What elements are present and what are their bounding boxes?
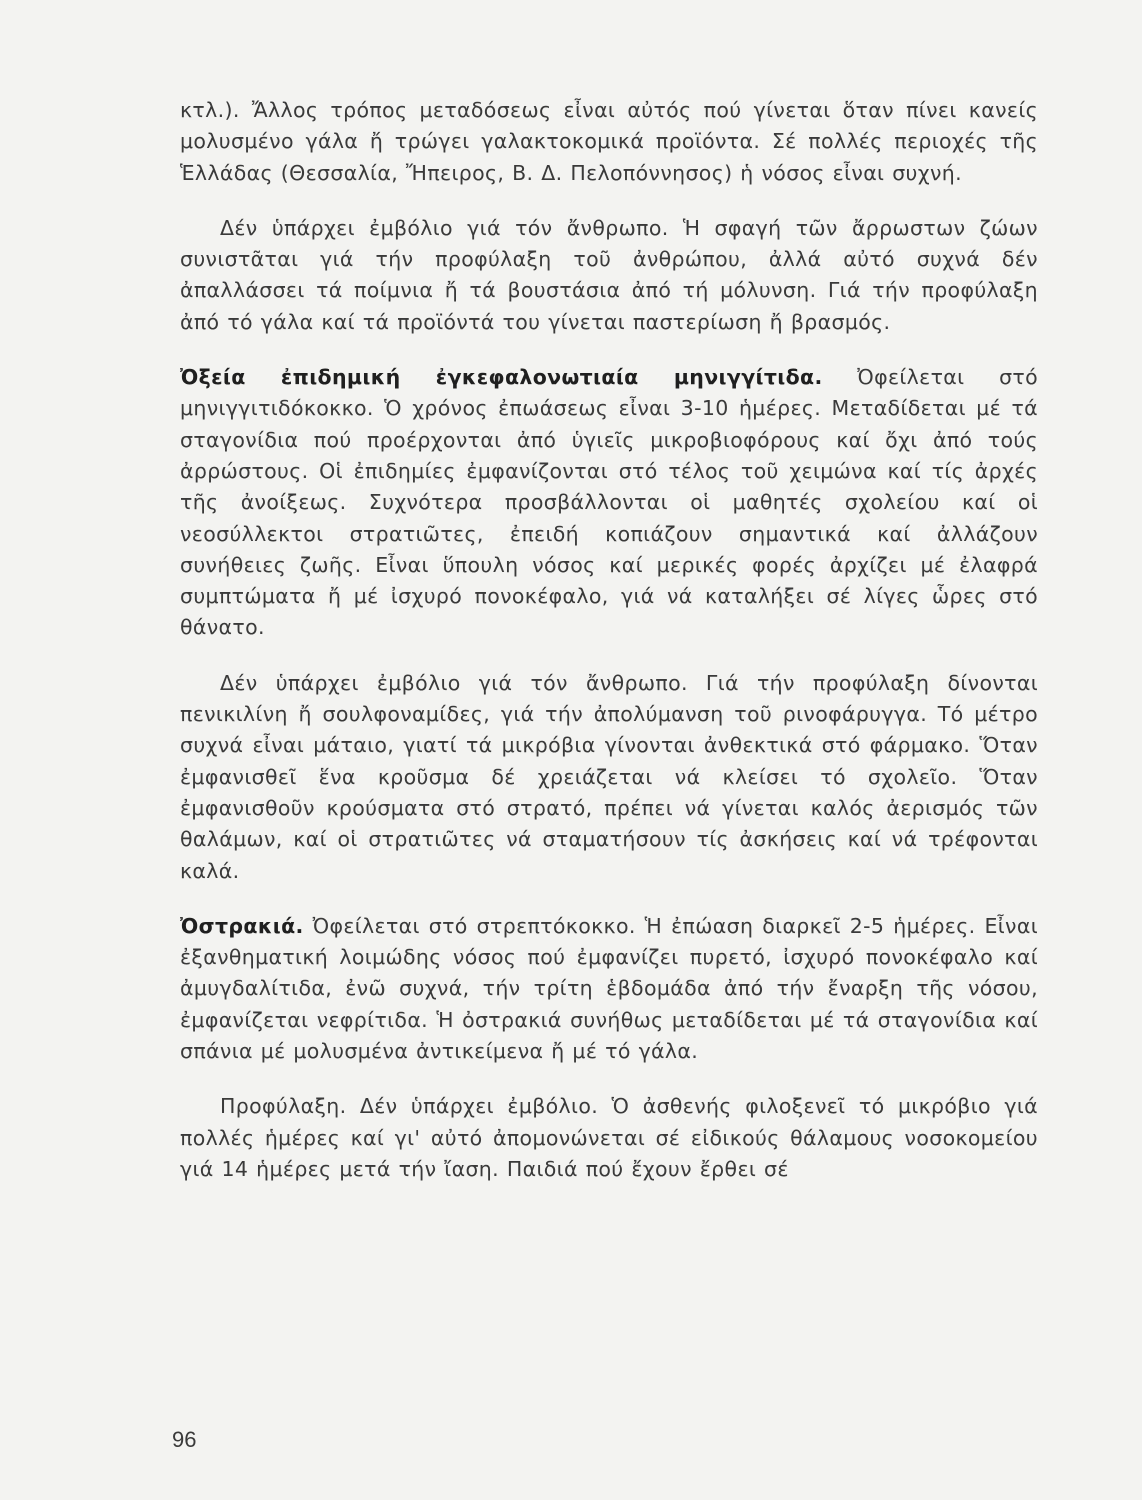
- paragraph-text: Δέν ὑπάρχει ἐμβόλιο γιά τόν ἄνθρωπο. Γιά τήν προφύλαξη δίνονται πενικιλίνη ἤ σουλφοναμίδες, γιά τήν ἀπολύμανση τοῦ ρινοφάρυγγα. Τό μέτρο συχνά εἶναι μάταιο, γιατί τά μικρόβια γίνονται ἀνθεκτικά στό φάρμακο. Ὅταν ἐμφανισθεῖ ἕνα κροῦσμα δέ χρειάζεται νά κλείσει τό σχολεῖο. Ὅταν ἐμφανισθοῦν κρούσματα στό στρατό, πρέπει νά γίνεται καλός ἀερισμός τῶν θαλάμων, καί οἱ στρατιῶτες νά σταματήσουν τίς ἀσκήσεις καί νά τρέφονται καλά.: [180, 670, 1038, 883]
- paragraph-no-vaccine-brucellosis: [180, 213, 1038, 338]
- paragraph-text: Δέν ὑπάρχει ἐμβόλιο γιά τόν ἄνθρωπο. Ἡ σφαγή τῶν ἄρρωστων ζώων συνιστᾶται γιά τήν προφύλαξη τοῦ ἀνθρώπου, ἀλλά αὐτό συχνά δέν ἀπαλλάσσει τά ποίμνια ἤ τά βουστάσια ἀπό τή μόλυνση. Γιά τήν προφύλαξη ἀπό τό γάλα καί τά προϊόντά του γίνεται παστερίωση ἤ βρασμός.: [180, 215, 1038, 334]
- paragraph-text: Ὀφείλεται στό στρεπτόκοκκο. Ἡ ἐπώαση διαρκεῖ 2-5 ἡμέρες. Εἶναι ἐξανθηματική λοιμώδης νόσος πού ἐμφανίζει πυρετό, ἰσχυρό πονοκέφαλο καί ἀμυγδαλίτιδα, ἐνῶ συχνά, τήν τρίτη ἑβδομάδα ἀπό τήν ἔναρξη τῆς νόσου, ἐμφανίζεται νεφρίτιδα. Ἡ ὀστρακιά συνήθως μεταδίδεται μέ τά σταγονίδια καί σπάνια μέ μολυσμένα ἀντικείμενα ἤ μέ τό γάλα.: [180, 913, 1038, 1064]
- section-heading-meningitis: Ὀξεία ἐπιδημική ἐγκεφαλονωτιαία μηνιγγίτιδα.: [180, 365, 823, 390]
- paragraph-meningitis: [180, 362, 1038, 644]
- paragraph-scarlet-fever-prevention: [180, 1091, 1038, 1185]
- paragraph-text: κτλ.). Ἄλλος τρόπος μεταδόσεως εἶναι αὐτός πού γίνεται ὅταν πίνει κανείς μολυσμένο γάλα ἤ τρώγει γαλακτοκομικά προϊόντα. Σέ πολλές περιοχές τῆς Ἑλλάδας (Θεσσαλία, Ἤπειρος, Β. Δ. Πελοπόννησος) ἡ νόσος εἶναι συχνή.: [180, 98, 1038, 185]
- section-heading-scarlet-fever: Ὀστρακιά.: [180, 913, 304, 938]
- page-number: 96: [172, 1427, 197, 1452]
- paragraph-transmission-continued: [180, 95, 1038, 189]
- body-text: [180, 95, 1038, 1185]
- paragraph-text: Ὀφείλεται στό μηνιγγιτιδόκοκκο. Ὁ χρόνος ἐπωάσεως εἶναι 3-10 ἡμέρες. Μεταδίδεται μέ τά σταγονίδια πού προέρχονται ἀπό ὑγιεῖς μικροβιοφόρους καί ὄχι ἀπό τούς ἀρρώστους. Οἱ ἐπιδημίες ἐμφανίζονται στό τέλος τοῦ χειμώνα καί τίς ἀρχές τῆς ἀνοίξεως. Συχνότερα προσβάλλονται οἱ μαθητές σχολείου καί οἱ νεοσύλλεκτοι στρατιῶτες, ἐπειδή κοπιάζουν σημαντικά καί ἀλλάζουν συνήθειες ζωῆς. Εἶναι ὕπουλη νόσος καί μερικές φορές ἀρχίζει μέ ἐλαφρά συμπτώματα ἤ μέ ἰσχυρό πονοκέφαλο, γιά νά καταλήξει σέ λίγες ὧρες στό θάνατο.: [180, 365, 1039, 640]
- paragraph-meningitis-prevention: [180, 668, 1038, 887]
- paragraph-text: Προφύλαξη. Δέν ὑπάρχει ἐμβόλιο. Ὁ ἀσθενής φιλοξενεῖ τό μικρόβιο γιά πολλές ἡμέρες καί γι' αὐτό ἀπομονώνεται σέ εἰδικούς θάλαμους νοσοκομείου γιά 14 ἡμέρες μετά τήν ἴαση. Παιδιά πού ἔχουν ἔρθει σέ: [180, 1094, 1038, 1181]
- paragraph-scarlet-fever: [180, 911, 1038, 1067]
